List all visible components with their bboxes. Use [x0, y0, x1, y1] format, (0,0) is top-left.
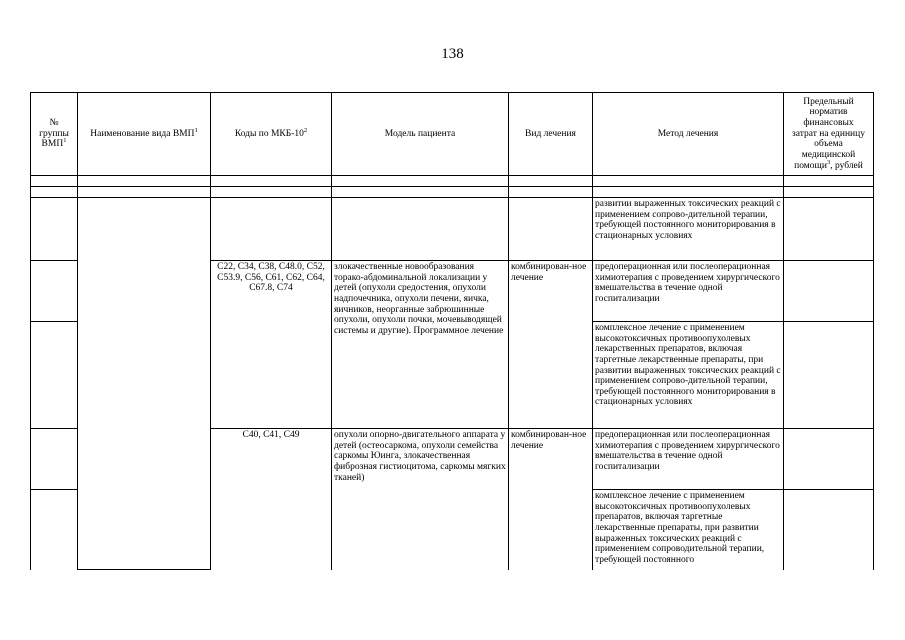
cost-norm-cell: [784, 429, 874, 490]
patient-model-cell: злокачественные новообразования торако-абдоминальной локализации у детей (опухоли средостения, опухоли надпочечника, опухоли печени, яичка, яичников, неорганные забрюшинные опухоли, опухоли почки, мочевыводящей системы и другие). Программное лечение: [332, 261, 509, 429]
header-group-number: № группы ВМП$^1$: [31, 93, 78, 176]
group-number-cell: [31, 490, 78, 570]
treatment-type-cell: [509, 198, 593, 261]
blank-row: [31, 176, 874, 187]
cost-norm-cell: [784, 322, 874, 429]
icd-codes-cell: C22, C34, C38, C48.0, C52, C53.9, C56, C61, C62, C64, C67.8, C74: [211, 261, 332, 429]
patient-model-cell: опухоли опорно-двигательного аппарата у детей (остеосаркома, опухоли семейства саркомы Юинга, злокачественная фиброзная гистиоцитома, саркомы мягких тканей): [332, 429, 509, 570]
blank-row: [31, 187, 874, 198]
vmp-name-cell: [78, 198, 211, 570]
icd-codes-cell: [211, 198, 332, 261]
table-row: [31, 198, 874, 261]
treatment-method-cell: развитии выраженных токсических реакций с применением сопрово-дительной терапии, требующей постоянного мониторирования в стационарных условиях: [593, 198, 784, 261]
cost-norm-cell: [784, 490, 874, 570]
treatment-method-cell: комплексное лечение с применением высокотоксичных противоопухолевых лекарственных препаратов, включая таргетные лекарственные препараты, при развитии выраженных токсических реакций с применением сопрово-дительной терапии, требующей постоянного мониторирования в стационарных условиях: [593, 322, 784, 429]
group-number-cell: [31, 198, 78, 261]
header-vmp-name: Наименование вида ВМП$^1$: [78, 93, 211, 176]
cost-norm-cell: [784, 198, 874, 261]
medical-care-table: [30, 92, 874, 570]
icd-codes-cell: C40, C41, C49: [211, 429, 332, 570]
treatment-type-cell: комбинирован-ное лечение: [509, 429, 593, 570]
header-icd-codes: Коды по МКБ-$10^2$: [211, 93, 332, 176]
header-patient-model: Модель пациента: [332, 93, 509, 176]
treatment-type-cell: комбинирован-ное лечение: [509, 261, 593, 429]
treatment-method-cell: предоперационная или послеоперационная химиотерапия с проведением хирургического вмешательства в течение одной госпитализации: [593, 429, 784, 490]
page-number: 138: [441, 46, 464, 62]
group-number-cell: [31, 322, 78, 429]
header-cost-norm: Предельный норматив финансовых затрат на единицу объема медицинской помощи$^3$, рублей: [784, 93, 874, 176]
group-number-cell: [31, 429, 78, 490]
header-treatment-method: Метод лечения: [593, 93, 784, 176]
header-treatment-type: Вид лечения: [509, 93, 593, 176]
group-number-cell: [31, 261, 78, 322]
treatment-method-cell: предоперационная или послеоперационная химиотерапия с проведением хирургического вмешательства в течение одной госпитализации: [593, 261, 784, 322]
cost-norm-cell: [784, 261, 874, 322]
patient-model-cell: [332, 198, 509, 261]
header-row: [31, 93, 874, 176]
treatment-method-cell: комплексное лечение с применением высокотоксичных противоопухолевых препаратов, включая таргетные лекарственные препараты, при развитии выраженных токсических реакций с применением сопроводительной терапии, требующей постоянного: [593, 490, 784, 570]
